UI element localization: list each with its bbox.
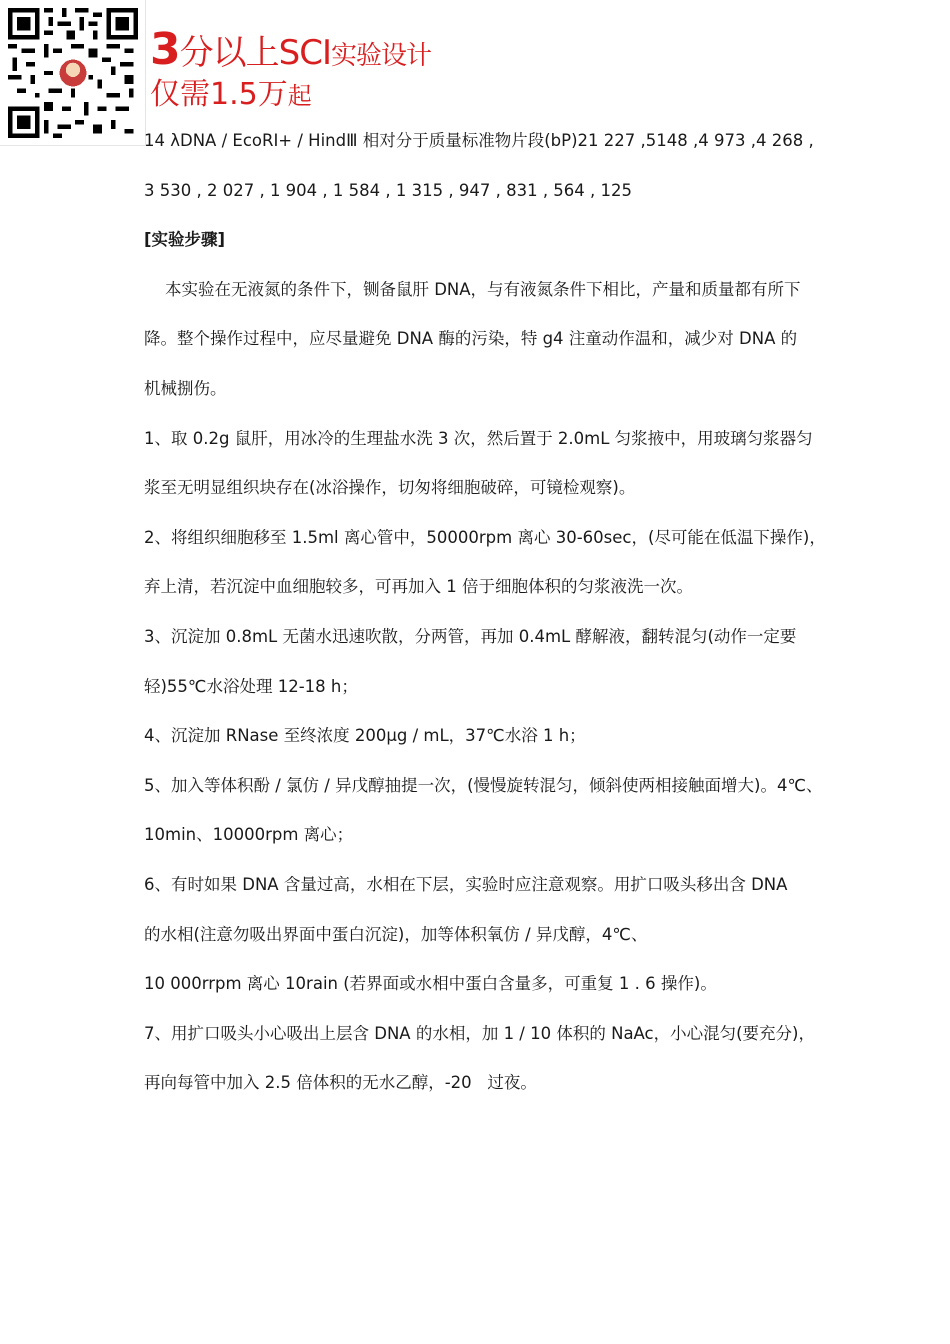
ad-line-1: 3分以上SCI实验设计 xyxy=(150,24,431,75)
qr-code-icon xyxy=(8,8,138,138)
text-line: 降。整个操作过程中，应尽量避免 DNA 酶的污染，特 g4 注童动作温和，减少对 DNA 的 xyxy=(144,329,798,349)
section-heading: [实验步骤] xyxy=(144,230,226,250)
text-line: 3、沉淀加 0.8mL 无菌水迅速吹散，分两管，再加 0.4mL 酵解液，翻转混匀(动作一定要 xyxy=(144,626,797,646)
text-line: 再向每管中加入 2.5 倍体积的无水乙醇，-20 过夜。 xyxy=(144,1073,537,1093)
text-line: 浆至无明显组织块存在(冰浴操作，切匆将细胞破碎，可镜检观察)。 xyxy=(144,478,636,498)
text-line: 1、取 0.2g 鼠肝，用冰冷的生理盐水洗 3 次，然后置于 2.0mL 匀浆掖中，用玻璃匀浆器匀 xyxy=(144,428,813,448)
text-line: 6、有时如果 DNA 含量过高，水相在下层，实验时应注意观察。用扩口吸头移出含 DNA xyxy=(144,874,788,894)
text-line: 轻)55℃水浴处理 12-18 h； xyxy=(144,676,358,696)
text-line: 3 530 , 2 027 , 1 904 , 1 584 , 1 315 , 947 , 831 , 564 , 125 xyxy=(144,180,633,200)
text-line: 弃上清，若沉淀中血细胞较多，可再加入 1 倍于细胞体积的匀浆液洗一次。 xyxy=(144,577,693,597)
text-line: 7、用扩口吸头小心吸出上层含 DNA 的水相，加 1 / 10 体积的 NaAc，小心混匀(要充分)， xyxy=(144,1023,815,1043)
text-line: 4、沉淀加 RNase 至终浓度 200μg / mL，37℃水浴 1 h； xyxy=(144,726,586,746)
text-line: 2、将组织细胞移至 1.5ml 离心管中，50000rpm 离心 30-60sec，(尽可能在低温下操作)， xyxy=(144,527,826,547)
text-line: 本实验在无液氮的条件下，铡备鼠肝 DNA，与有液氮条件下相比，产量和质量都有所下 xyxy=(144,279,801,299)
text-line: 10min、10000rpm 离心； xyxy=(144,825,354,845)
document-body xyxy=(144,124,824,1116)
advertisement xyxy=(150,24,431,112)
text-line: 机械捌伤。 xyxy=(144,378,227,398)
text-line: 的水相(注意勿吸出界面中蛋白沉淀)，加等体积氧仿 / 异戊醇，4℃、 xyxy=(144,924,648,944)
text-line: 5、加入等体积酚 / 氯仿 / 异戊醇抽提一次，(慢慢旋转混匀，倾斜使两相接触面增大)。4℃、 xyxy=(144,775,823,795)
text-line: 10 000rrpm 离心 10rain (若界面或水相中蛋白含量多，可重复 1 . 6 操作)。 xyxy=(144,974,717,994)
text-line: 14 λDNA / EcoRI+ / HindⅢ 相对分于质量标准物片段(bP)21 227 ,5148 ,4 973 ,4 268 , xyxy=(144,131,814,150)
ad-line-2: 仅需1.5万起 xyxy=(150,77,312,112)
qr-header-box xyxy=(0,0,146,146)
